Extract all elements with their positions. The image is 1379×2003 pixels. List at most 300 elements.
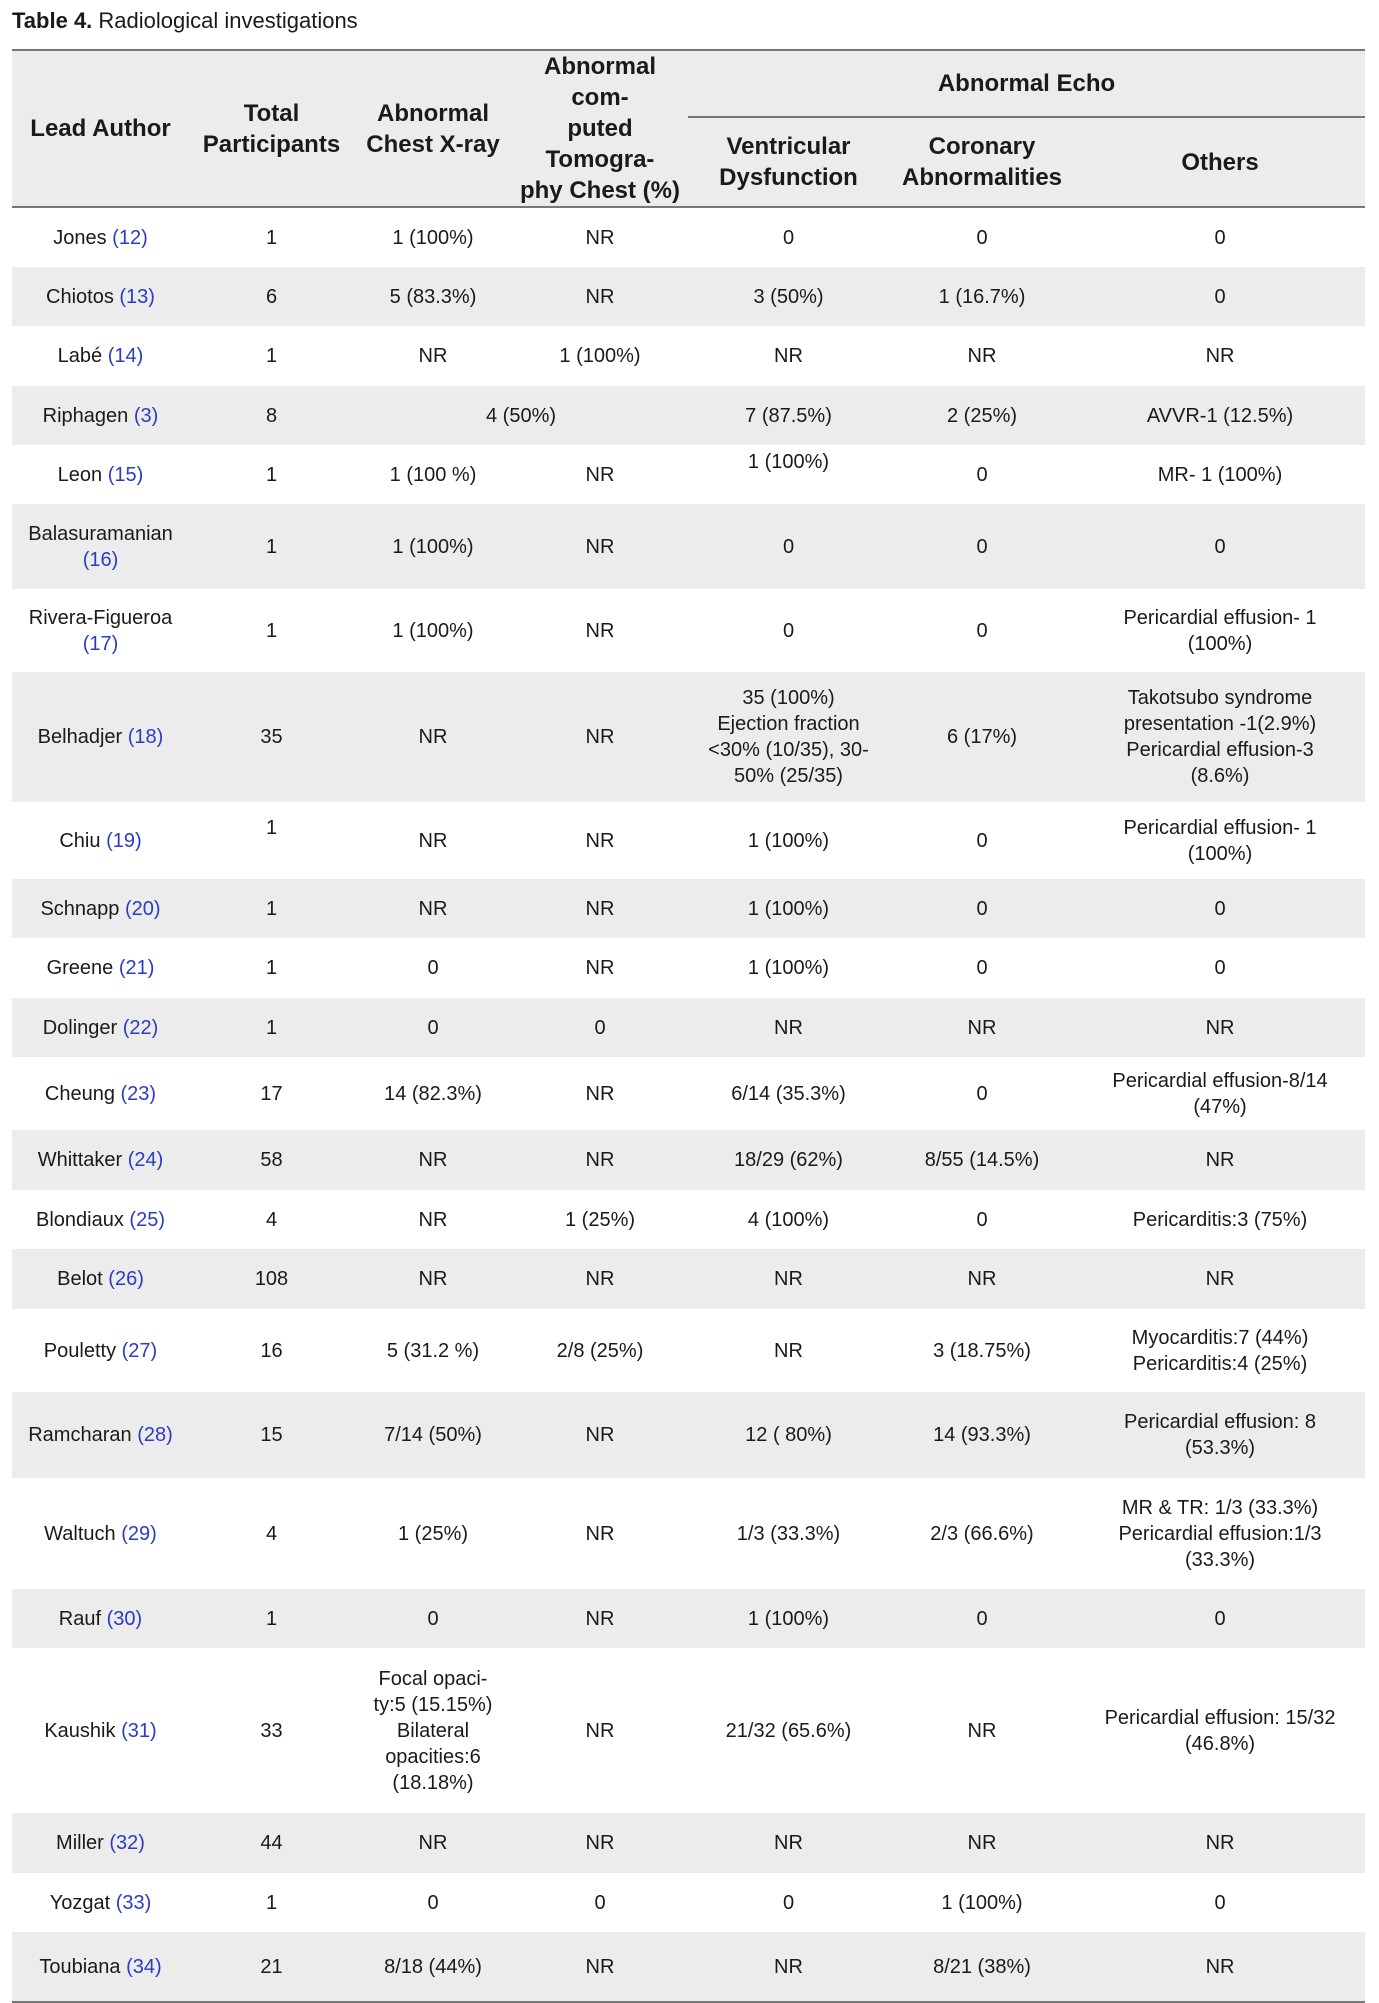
others-value: 0 [1214, 226, 1226, 249]
coronary-abnormalities-cell [889, 938, 1075, 998]
chest-xray-value: 1 (100%) [392, 535, 474, 558]
ventricular-dysfunction-cell [688, 1813, 889, 1873]
coronary-abnormalities-value: NR [967, 345, 997, 367]
lead-author-cell [12, 326, 189, 386]
total-participants-value: 6 [265, 285, 278, 308]
coronary-abnormalities-cell [889, 1392, 1075, 1478]
total-participants-value: 33 [260, 1719, 283, 1742]
reference-link[interactable]: (27) [121, 1339, 158, 1362]
others-cell [1075, 1813, 1365, 1873]
chest-xray-cell [354, 672, 512, 802]
ventricular-dysfunction-value: NR [774, 1832, 803, 1854]
ventricular-dysfunction-value: 35 (100%) Ejection fraction <30% (10/35), 30- 50% (25/35) [708, 687, 869, 787]
total-participants-value: 58 [260, 1149, 283, 1171]
total-participants-cell [189, 1813, 354, 1873]
table-body [12, 207, 1365, 2002]
coronary-abnormalities-value: 6 (17%) [946, 726, 1018, 748]
ct-value: NR [585, 897, 615, 920]
reference-link[interactable]: (3) [133, 404, 159, 427]
others-cell [1075, 938, 1365, 998]
ct-value: 2/8 (25%) [556, 1339, 644, 1362]
ventricular-dysfunction-value: 1 (100%) [747, 957, 830, 979]
ventricular-dysfunction-value: 21/32 (65.6%) [725, 1719, 852, 1742]
coronary-abnormalities-value: 0 [976, 226, 988, 249]
lead-author-cell [12, 1057, 189, 1130]
lead-author-cell [12, 1648, 189, 1813]
chest-xray-value: Focal opaci- ty:5 (15.15%) Bilateral opacities:6 (18.18%) [373, 1667, 493, 1794]
header-lead-author: Lead Author [12, 50, 189, 207]
total-participants-value: 44 [260, 1832, 283, 1854]
ct-value: NR [585, 1149, 615, 1171]
total-participants-cell [189, 207, 354, 267]
ventricular-dysfunction-value: 18/29 (62%) [734, 1149, 843, 1171]
others-cell [1075, 589, 1365, 672]
chest-xray-value: NR [418, 1208, 448, 1231]
chest-xray-value: 0 [427, 957, 439, 979]
total-participants-value: 4 [265, 1522, 278, 1545]
total-participants-cell [189, 1130, 354, 1190]
table-row [12, 998, 1365, 1057]
total-participants-cell [189, 879, 354, 938]
total-participants-cell [189, 1932, 354, 2002]
ventricular-dysfunction-cell [688, 1130, 889, 1190]
coronary-abnormalities-value: 8/21 (38%) [933, 1955, 1031, 1978]
coronary-abnormalities-cell [889, 1648, 1075, 1813]
ventricular-dysfunction-cell [688, 386, 889, 445]
coronary-abnormalities-cell [889, 267, 1075, 326]
ct-value: NR [585, 619, 615, 642]
author-name: Rauf [58, 1607, 102, 1630]
ct-value: 0 [594, 1891, 606, 1914]
coronary-abnormalities-cell [889, 1249, 1075, 1309]
ventricular-dysfunction-value: 0 [782, 619, 795, 642]
reference-link[interactable]: (14) [107, 345, 144, 367]
chest-xray-value: NR [418, 1832, 448, 1854]
table-row [12, 1589, 1365, 1648]
reference-link[interactable]: (16) [82, 548, 119, 571]
coronary-abnormalities-value: 14 (93.3%) [933, 1424, 1031, 1446]
coronary-abnormalities-value: NR [967, 1268, 997, 1290]
author-name: Labé [57, 345, 103, 367]
coronary-abnormalities-value: 0 [976, 897, 988, 920]
total-participants-value: 1 [265, 957, 278, 979]
author-name: Blondiaux [36, 1208, 124, 1231]
coronary-abnormalities-value: 3 (18.75%) [933, 1339, 1031, 1362]
reference-link[interactable]: (34) [126, 1955, 162, 1978]
author-name: Balasuramanian [28, 522, 173, 545]
lead-author-cell [12, 1309, 189, 1392]
total-participants-cell [189, 1190, 354, 1249]
ct-cell [512, 879, 688, 938]
total-participants-cell [189, 267, 354, 326]
chest-xray-value: 0 [427, 1016, 439, 1039]
ventricular-dysfunction-cell [688, 938, 889, 998]
ventricular-dysfunction-cell [688, 1392, 889, 1478]
coronary-abnormalities-cell [889, 1932, 1075, 2002]
reference-link[interactable]: (30) [106, 1607, 143, 1630]
others-cell [1075, 1190, 1365, 1249]
ct-cell [512, 1130, 688, 1190]
chest-xray-cell [354, 1932, 512, 2002]
reference-link[interactable]: (23) [120, 1082, 157, 1105]
chest-xray-cell [354, 1249, 512, 1309]
ct-value: NR [585, 957, 615, 979]
coronary-abnormalities-value: 0 [976, 1607, 988, 1630]
others-value: MR- 1 (100%) [1157, 463, 1283, 486]
table-row [12, 1873, 1365, 1932]
total-participants-cell [189, 386, 354, 445]
reference-link[interactable]: (18) [127, 726, 164, 748]
total-participants-cell [189, 998, 354, 1057]
ct-value: NR [585, 1607, 615, 1630]
total-participants-value: 1 [265, 1016, 278, 1039]
chest-xray-value: 5 (31.2 %) [386, 1339, 480, 1362]
ventricular-dysfunction-cell [688, 802, 889, 879]
chest-xray-value: 1 (100%) [392, 619, 474, 642]
total-participants-value: 1 [265, 1891, 278, 1914]
others-cell [1075, 1589, 1365, 1648]
ventricular-dysfunction-cell [688, 1190, 889, 1249]
reference-link[interactable]: (20) [124, 897, 161, 920]
reference-link[interactable]: (24) [127, 1149, 164, 1171]
ct-value: 0 [594, 1016, 606, 1039]
chest-xray-cell [354, 938, 512, 998]
ventricular-dysfunction-cell [688, 1249, 889, 1309]
ventricular-dysfunction-value: NR [774, 1268, 803, 1290]
table-caption [12, 8, 358, 34]
total-participants-value: 17 [260, 1082, 283, 1105]
ct-cell [512, 1249, 688, 1309]
lead-author-cell [12, 445, 189, 504]
chest-xray-ct-combined-cell: 4 (50%) [354, 386, 688, 445]
others-cell [1075, 1648, 1365, 1813]
lead-author-cell [12, 1249, 189, 1309]
total-participants-cell [189, 1648, 354, 1813]
lead-author-cell [12, 998, 189, 1057]
author-name: Rivera-Figueroa [28, 606, 173, 629]
others-value: NR [1205, 1832, 1235, 1854]
ct-value: NR [585, 1522, 615, 1545]
chest-xray-value: 7/14 (50%) [384, 1424, 482, 1446]
reference-link[interactable]: (15) [107, 463, 144, 486]
chest-xray-cell [354, 1589, 512, 1648]
ct-cell [512, 672, 688, 802]
total-participants-cell [189, 1589, 354, 1648]
chest-xray-cell [354, 879, 512, 938]
chest-xray-cell [354, 1648, 512, 1813]
reference-link[interactable]: (22) [122, 1016, 159, 1039]
chest-xray-cell [354, 1873, 512, 1932]
chest-xray-cell [354, 504, 512, 589]
reference-link[interactable]: (25) [129, 1208, 165, 1231]
ct-cell [512, 1057, 688, 1130]
header-others: Others [1075, 117, 1365, 207]
coronary-abnormalities-cell [889, 445, 1075, 504]
coronary-abnormalities-cell [889, 207, 1075, 267]
coronary-abnormalities-cell [889, 1309, 1075, 1392]
coronary-abnormalities-cell [889, 326, 1075, 386]
table-row [12, 1648, 1365, 1813]
ct-cell [512, 589, 688, 672]
ct-cell [512, 998, 688, 1057]
ct-value: NR [585, 1955, 615, 1978]
reference-link[interactable]: (33) [115, 1891, 152, 1914]
table-row [12, 672, 1365, 802]
author-name: Chiu [59, 829, 101, 852]
coronary-abnormalities-cell [889, 879, 1075, 938]
chest-xray-cell [354, 445, 512, 504]
coronary-abnormalities-value: 0 [976, 535, 988, 558]
total-participants-value: 1 [265, 463, 278, 486]
others-value: Pericardial effusion-8/14 (47%) [1112, 1069, 1328, 1118]
ct-value: NR [585, 1424, 615, 1446]
author-name: Belot [57, 1268, 103, 1290]
author-name: Schnapp [40, 897, 120, 920]
ct-value: NR [585, 226, 615, 249]
others-cell [1075, 672, 1365, 802]
chest-xray-value: 1 (100%) [392, 226, 474, 249]
ct-value: NR [585, 1268, 615, 1290]
table-row [12, 1392, 1365, 1478]
ct-cell [512, 1190, 688, 1249]
coronary-abnormalities-value: 0 [976, 619, 988, 642]
ct-cell [512, 802, 688, 879]
reference-link[interactable]: (17) [82, 632, 119, 655]
reference-link[interactable]: (21) [118, 957, 155, 979]
lead-author-cell [12, 1873, 189, 1932]
table-row [12, 802, 1365, 879]
author-name: Waltuch [44, 1522, 116, 1545]
others-value: MR & TR: 1/3 (33.3%) Pericardial effusion:1/3 (33.3%) [1118, 1496, 1322, 1571]
lead-author-cell [12, 938, 189, 998]
table-row [12, 386, 1365, 445]
table-row [12, 1130, 1365, 1190]
others-value: Takotsubo syndrome presentation -1(2.9%) Pericardial effusion-3 (8.6%) [1123, 687, 1317, 787]
coronary-abnormalities-cell [889, 1130, 1075, 1190]
ventricular-dysfunction-value: 3 (50%) [753, 285, 824, 308]
coronary-abnormalities-cell [889, 1057, 1075, 1130]
table-title: Radiological investigations [98, 8, 358, 33]
others-value: 0 [1214, 535, 1226, 558]
others-value: 0 [1214, 285, 1226, 308]
ventricular-dysfunction-value: 1 (100%) [747, 829, 830, 852]
ventricular-dysfunction-value: 1/3 (33.3%) [736, 1522, 841, 1545]
lead-author-cell [12, 1392, 189, 1478]
coronary-abnormalities-value: 0 [976, 463, 988, 486]
ventricular-dysfunction-value: 12 ( 80%) [745, 1424, 832, 1446]
table-row [12, 1309, 1365, 1392]
coronary-abnormalities-cell [889, 589, 1075, 672]
total-participants-value: 1 [265, 897, 278, 920]
ventricular-dysfunction-cell [688, 589, 889, 672]
ct-value: NR [585, 463, 615, 486]
author-name: Riphagen [42, 404, 129, 427]
others-value: Pericardial effusion- 1 (100%) [1123, 606, 1317, 655]
ct-cell [512, 1589, 688, 1648]
table-row [12, 589, 1365, 672]
ct-cell [512, 1648, 688, 1813]
reference-link[interactable]: (12) [112, 226, 148, 249]
total-participants-cell [189, 445, 354, 504]
ventricular-dysfunction-cell [688, 1873, 889, 1932]
ventricular-dysfunction-value: NR [774, 345, 803, 367]
coronary-abnormalities-value: 2/3 (66.6%) [930, 1522, 1034, 1545]
others-cell [1075, 1932, 1365, 2002]
lead-author-cell [12, 386, 189, 445]
coronary-abnormalities-value: 0 [976, 829, 988, 852]
table-row [12, 1190, 1365, 1249]
lead-author-cell [12, 1932, 189, 2002]
coronary-abnormalities-cell [889, 504, 1075, 589]
coronary-abnormalities-cell [889, 1813, 1075, 1873]
total-participants-cell [189, 938, 354, 998]
chest-xray-value: NR [418, 1268, 448, 1290]
others-cell [1075, 1873, 1365, 1932]
ventricular-dysfunction-cell [688, 1478, 889, 1589]
others-cell [1075, 445, 1365, 504]
table-row [12, 326, 1365, 386]
total-participants-value: 15 [260, 1424, 283, 1446]
chest-xray-value: 14 (82.3%) [384, 1082, 482, 1105]
total-participants-cell [189, 326, 354, 386]
ventricular-dysfunction-cell [688, 672, 889, 802]
table-row [12, 1932, 1365, 2002]
ventricular-dysfunction-value: 7 (87.5%) [745, 404, 832, 427]
coronary-abnormalities-cell [889, 1873, 1075, 1932]
ct-value: NR [585, 1719, 615, 1742]
table-row [12, 1478, 1365, 1589]
others-value: Pericardial effusion: 15/32 (46.8%) [1104, 1706, 1336, 1755]
others-cell [1075, 1057, 1365, 1130]
chest-xray-value: NR [418, 897, 448, 920]
chest-xray-cell [354, 1190, 512, 1249]
others-cell [1075, 802, 1365, 879]
total-participants-cell [189, 1057, 354, 1130]
others-value: 0 [1214, 1607, 1226, 1630]
ventricular-dysfunction-value: 1 (100%) [747, 1607, 830, 1630]
chest-xray-value: 0 [427, 1607, 439, 1630]
table-row [12, 207, 1365, 267]
chest-xray-cell [354, 1309, 512, 1392]
author-name: Whittaker [37, 1149, 123, 1171]
total-participants-value: 16 [260, 1339, 283, 1362]
others-value: AVVR-1 (12.5%) [1146, 404, 1294, 427]
ct-cell [512, 1873, 688, 1932]
ventricular-dysfunction-value: 1 (100%) [747, 897, 830, 920]
author-name: Ramcharan [28, 1424, 132, 1446]
ventricular-dysfunction-cell [688, 1589, 889, 1648]
reference-link[interactable]: (31) [121, 1719, 157, 1742]
ct-cell [512, 1478, 688, 1589]
chest-xray-cell [354, 207, 512, 267]
reference-link[interactable]: (26) [108, 1268, 144, 1290]
chest-xray-value: 5 (83.3%) [389, 285, 477, 308]
author-name: Leon [57, 463, 103, 486]
ct-cell [512, 267, 688, 326]
coronary-abnormalities-cell [889, 1589, 1075, 1648]
table-row [12, 1249, 1365, 1309]
others-cell [1075, 267, 1365, 326]
others-cell [1075, 1309, 1365, 1392]
ct-value: NR [585, 285, 615, 308]
ventricular-dysfunction-cell [688, 207, 889, 267]
author-name: Jones [53, 226, 107, 249]
total-participants-value: 1 [265, 226, 278, 249]
author-name: Cheung [44, 1082, 115, 1105]
table-row [12, 267, 1365, 326]
others-value: Pericardial effusion- 1 (100%) [1123, 816, 1317, 865]
header-abnormal-ct: Abnormal com- puted Tomogra- phy Chest (%) [512, 50, 688, 207]
others-cell [1075, 1392, 1365, 1478]
coronary-abnormalities-value: 2 (25%) [946, 404, 1018, 427]
others-cell [1075, 998, 1365, 1057]
coronary-abnormalities-value: 8/55 (14.5%) [924, 1149, 1040, 1171]
total-participants-cell [189, 1249, 354, 1309]
ventricular-dysfunction-cell [688, 998, 889, 1057]
ventricular-dysfunction-value: NR [774, 1955, 803, 1978]
total-participants-value: 35 [260, 726, 283, 748]
coronary-abnormalities-value: NR [967, 1832, 997, 1854]
ct-cell [512, 1392, 688, 1478]
chest-xray-cell [354, 1813, 512, 1873]
others-value: Pericardial effusion: 8 (53.3%) [1124, 1411, 1316, 1459]
ventricular-dysfunction-cell [688, 504, 889, 589]
author-name: Miller [56, 1832, 104, 1854]
total-participants-value: 1 [265, 1607, 278, 1630]
ct-value: 1 (100%) [559, 345, 641, 367]
others-cell [1075, 1478, 1365, 1589]
coronary-abnormalities-cell [889, 802, 1075, 879]
ct-value: 1 (25%) [564, 1208, 636, 1231]
ct-cell [512, 1309, 688, 1392]
coronary-abnormalities-cell [889, 672, 1075, 802]
total-participants-cell [189, 504, 354, 589]
reference-link[interactable]: (28) [137, 1424, 173, 1446]
reference-link[interactable]: (13) [119, 285, 155, 308]
ct-cell [512, 504, 688, 589]
ct-value: NR [585, 726, 615, 748]
chest-xray-cell [354, 998, 512, 1057]
total-participants-value: 1 [265, 619, 278, 642]
header-abnormal-echo: Abnormal Echo [688, 50, 1365, 117]
reference-link[interactable]: (32) [109, 1832, 145, 1854]
chest-xray-cell [354, 326, 512, 386]
total-participants-value: 1 [265, 345, 278, 367]
author-name: Chiotos [46, 285, 114, 308]
chest-xray-value: NR [418, 345, 448, 367]
lead-author-cell [12, 589, 189, 672]
reference-link[interactable]: (19) [106, 829, 142, 852]
others-value: 0 [1214, 957, 1226, 979]
coronary-abnormalities-cell [889, 1190, 1075, 1249]
coronary-abnormalities-cell [889, 998, 1075, 1057]
total-participants-cell [189, 1873, 354, 1932]
others-cell [1075, 1130, 1365, 1190]
others-value: NR [1205, 1149, 1235, 1171]
ct-value: NR [585, 1082, 615, 1105]
total-participants-value: 21 [260, 1955, 283, 1978]
chest-xray-value: 1 (25%) [397, 1522, 469, 1545]
others-value: NR [1205, 1268, 1235, 1290]
others-value: NR [1205, 345, 1235, 367]
chest-xray-value: 1 (100 %) [389, 463, 477, 486]
lead-author-cell [12, 1190, 189, 1249]
ventricular-dysfunction-cell [688, 267, 889, 326]
lead-author-cell [12, 802, 189, 879]
lead-author-cell [12, 1813, 189, 1873]
lead-author-cell [12, 207, 189, 267]
reference-link[interactable]: (29) [121, 1522, 157, 1545]
